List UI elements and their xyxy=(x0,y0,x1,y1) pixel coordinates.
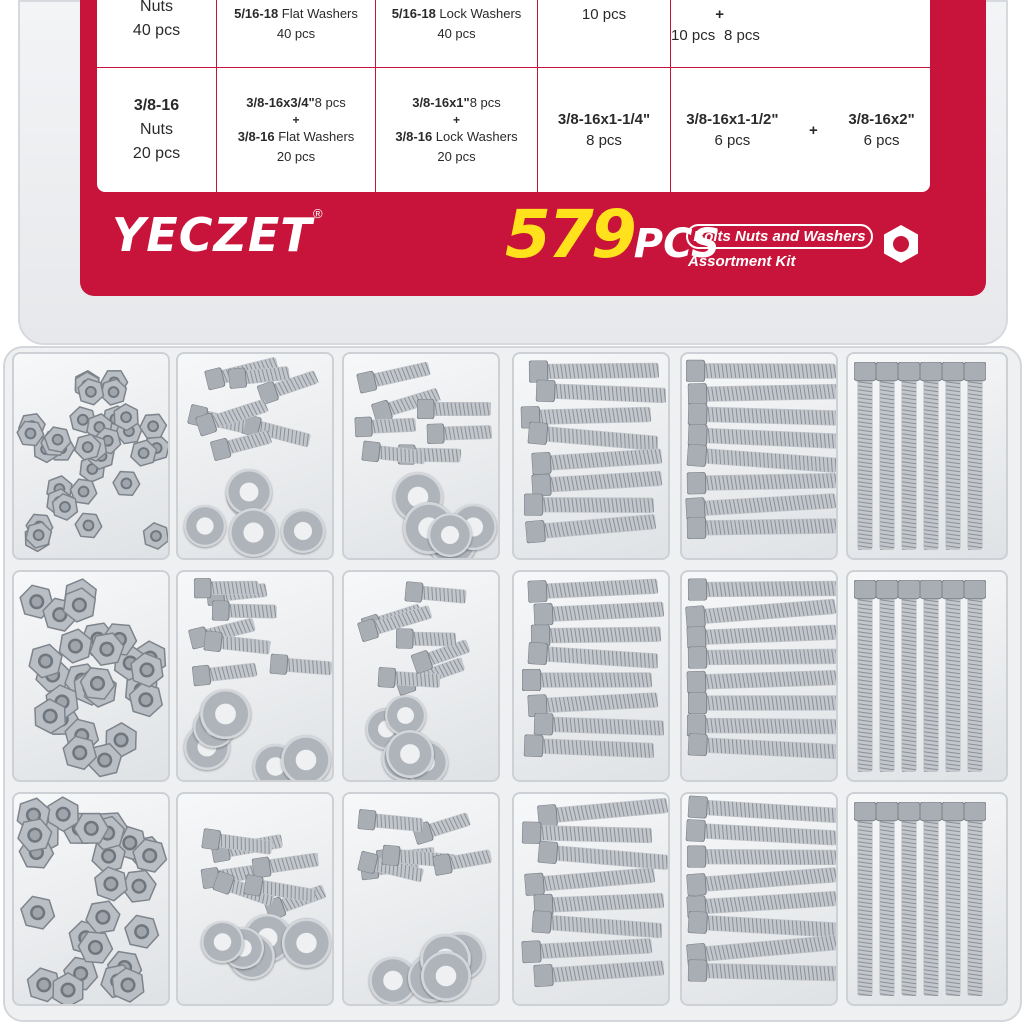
table-cell xyxy=(376,68,538,192)
cell-text: 3/8-16x3/4" xyxy=(246,95,315,110)
cell-text: 8 pcs xyxy=(723,27,760,44)
cell-text: 10 pcs xyxy=(581,6,627,23)
tray-compartment xyxy=(846,792,1008,1006)
washer-icon xyxy=(386,730,434,778)
cell-text: 3/8-16 xyxy=(133,97,180,114)
table-cell xyxy=(538,68,671,192)
bolt-icon xyxy=(898,802,920,1001)
bolt-icon xyxy=(523,735,654,767)
washer-icon xyxy=(184,505,226,547)
tray-compartment xyxy=(680,792,838,1006)
plus-sign: + xyxy=(292,113,300,127)
cell-line xyxy=(412,93,501,113)
washer-icon xyxy=(421,951,471,1001)
tray-compartment xyxy=(680,570,838,782)
cell-text: 3/8-16x1-1/4" xyxy=(557,111,651,128)
cell-text: 40 pcs xyxy=(132,22,181,39)
bolt-icon xyxy=(964,362,986,555)
registered-mark: ® xyxy=(313,206,323,221)
bolt-icon xyxy=(876,580,898,777)
cell-text: 40 pcs xyxy=(276,26,316,41)
bolt-icon xyxy=(854,580,876,777)
hex-nut-icon xyxy=(132,516,170,558)
tray-compartment xyxy=(512,570,670,782)
bolt-icon xyxy=(920,802,942,1001)
bolt-icon xyxy=(687,515,837,544)
tray-compartment xyxy=(12,570,170,782)
cell-text: 20 pcs xyxy=(437,149,476,164)
cell-text: Lock Washers xyxy=(435,6,522,21)
bolt-icon xyxy=(269,653,333,683)
piece-count-number: 579 xyxy=(505,196,634,273)
bolt-icon xyxy=(687,959,838,989)
cell-text: 20 pcs xyxy=(276,149,316,164)
bolt-icon xyxy=(920,362,942,555)
bolt-icon xyxy=(854,802,876,1001)
bolt-icon xyxy=(898,580,920,777)
cell-text: 8 pcs xyxy=(586,132,622,149)
tray-compartment xyxy=(176,570,334,782)
tray-compartment xyxy=(846,570,1008,782)
hex-nut-icon xyxy=(50,971,87,1006)
bolt-icon xyxy=(192,659,258,691)
washer-icon xyxy=(200,689,250,739)
tray-compartment xyxy=(342,352,500,560)
table-row xyxy=(97,0,930,68)
cell-text: 3/8-16 xyxy=(395,129,433,144)
tray-compartment xyxy=(12,352,170,560)
bolt-icon xyxy=(876,802,898,1001)
bolt-icon xyxy=(356,809,423,840)
cell-text: 8 pcs xyxy=(469,95,501,110)
cell-text: 5/16-18 xyxy=(234,6,279,21)
cell-text: 20 pcs xyxy=(132,145,181,162)
cell-text: Nuts xyxy=(140,121,173,138)
plus-sign: + xyxy=(715,6,724,23)
table-cell xyxy=(671,68,930,192)
cell-text: 6 pcs xyxy=(714,132,751,149)
cell-line xyxy=(238,127,355,147)
tray-compartment xyxy=(342,792,500,1006)
brand-logo: YECZET xyxy=(112,208,313,262)
table-cell xyxy=(671,0,930,67)
plus-sign: + xyxy=(809,121,818,139)
tray-compartment xyxy=(176,352,334,560)
cell-group xyxy=(686,109,778,151)
cell-text: 3/8-16x2" xyxy=(848,111,915,128)
product-pill: Bolts Nuts and Washers xyxy=(686,224,873,249)
hex-nut-icon xyxy=(880,223,922,265)
hex-nut-icon xyxy=(12,888,63,943)
cell-text: Lock Washers xyxy=(432,129,518,144)
table-cell xyxy=(97,0,217,67)
bolt-icon xyxy=(194,578,259,604)
cell-text: 3/8-16x1-1/2" xyxy=(686,111,779,128)
table-cell xyxy=(538,0,671,67)
cell-text: 40 pcs xyxy=(437,26,476,41)
piece-count-unit: PCS xyxy=(633,221,720,267)
bolt-icon xyxy=(427,422,493,449)
bolt-icon xyxy=(417,399,491,424)
bolt-icon xyxy=(854,362,876,555)
bolt-icon xyxy=(202,630,271,662)
bolt-icon xyxy=(898,362,920,555)
cell-line xyxy=(246,93,345,113)
cell-line xyxy=(395,127,517,147)
cell-text: Flat Washers xyxy=(278,6,358,21)
tray-compartment xyxy=(12,792,170,1006)
tray-compartment xyxy=(512,792,670,1006)
bolt-icon xyxy=(964,580,986,777)
washer-icon xyxy=(281,509,325,553)
kit-subtitle: Assortment Kit xyxy=(688,253,796,270)
bolt-icon xyxy=(942,580,964,777)
hex-nut-icon xyxy=(58,585,100,631)
bolt-icon xyxy=(876,362,898,555)
hex-nut-icon xyxy=(21,518,56,557)
cell-text: 10 pcs xyxy=(671,27,716,44)
cell-text: 3/8-16 xyxy=(237,129,275,144)
bolt-icon xyxy=(942,802,964,1001)
cell-text: Nuts xyxy=(140,0,173,15)
cell-text: 8 pcs xyxy=(314,95,346,110)
bolt-icon xyxy=(920,580,942,777)
tray-compartment xyxy=(846,352,1008,560)
table-cell xyxy=(217,68,376,192)
tray-compartment xyxy=(680,352,838,560)
bolt-icon xyxy=(964,802,986,1001)
tray-compartment xyxy=(342,570,500,782)
tray-compartment xyxy=(176,792,334,1006)
bolt-icon xyxy=(942,362,964,555)
cell-line xyxy=(392,4,522,24)
bolt-icon xyxy=(212,601,277,627)
plus-sign: + xyxy=(452,113,460,127)
cell-group xyxy=(848,109,914,151)
table-cell xyxy=(376,0,538,67)
contents-table xyxy=(97,0,930,192)
cell-text: 5/16-18 xyxy=(391,6,436,21)
table-cell xyxy=(97,68,217,192)
washer-icon xyxy=(428,513,473,558)
bolt-icon xyxy=(687,734,838,768)
cell-text: Flat Washers xyxy=(274,129,355,144)
washer-icon xyxy=(229,508,278,557)
washer-icon xyxy=(282,918,331,967)
cell-text: 3/8-16x1" xyxy=(412,95,470,110)
table-row xyxy=(97,68,930,192)
bolt-icon xyxy=(354,415,416,443)
cell-line xyxy=(234,4,358,24)
tray-compartment xyxy=(512,352,670,560)
washer-icon xyxy=(281,735,331,782)
cell-text: 6 pcs xyxy=(863,132,900,149)
table-cell xyxy=(217,0,376,67)
